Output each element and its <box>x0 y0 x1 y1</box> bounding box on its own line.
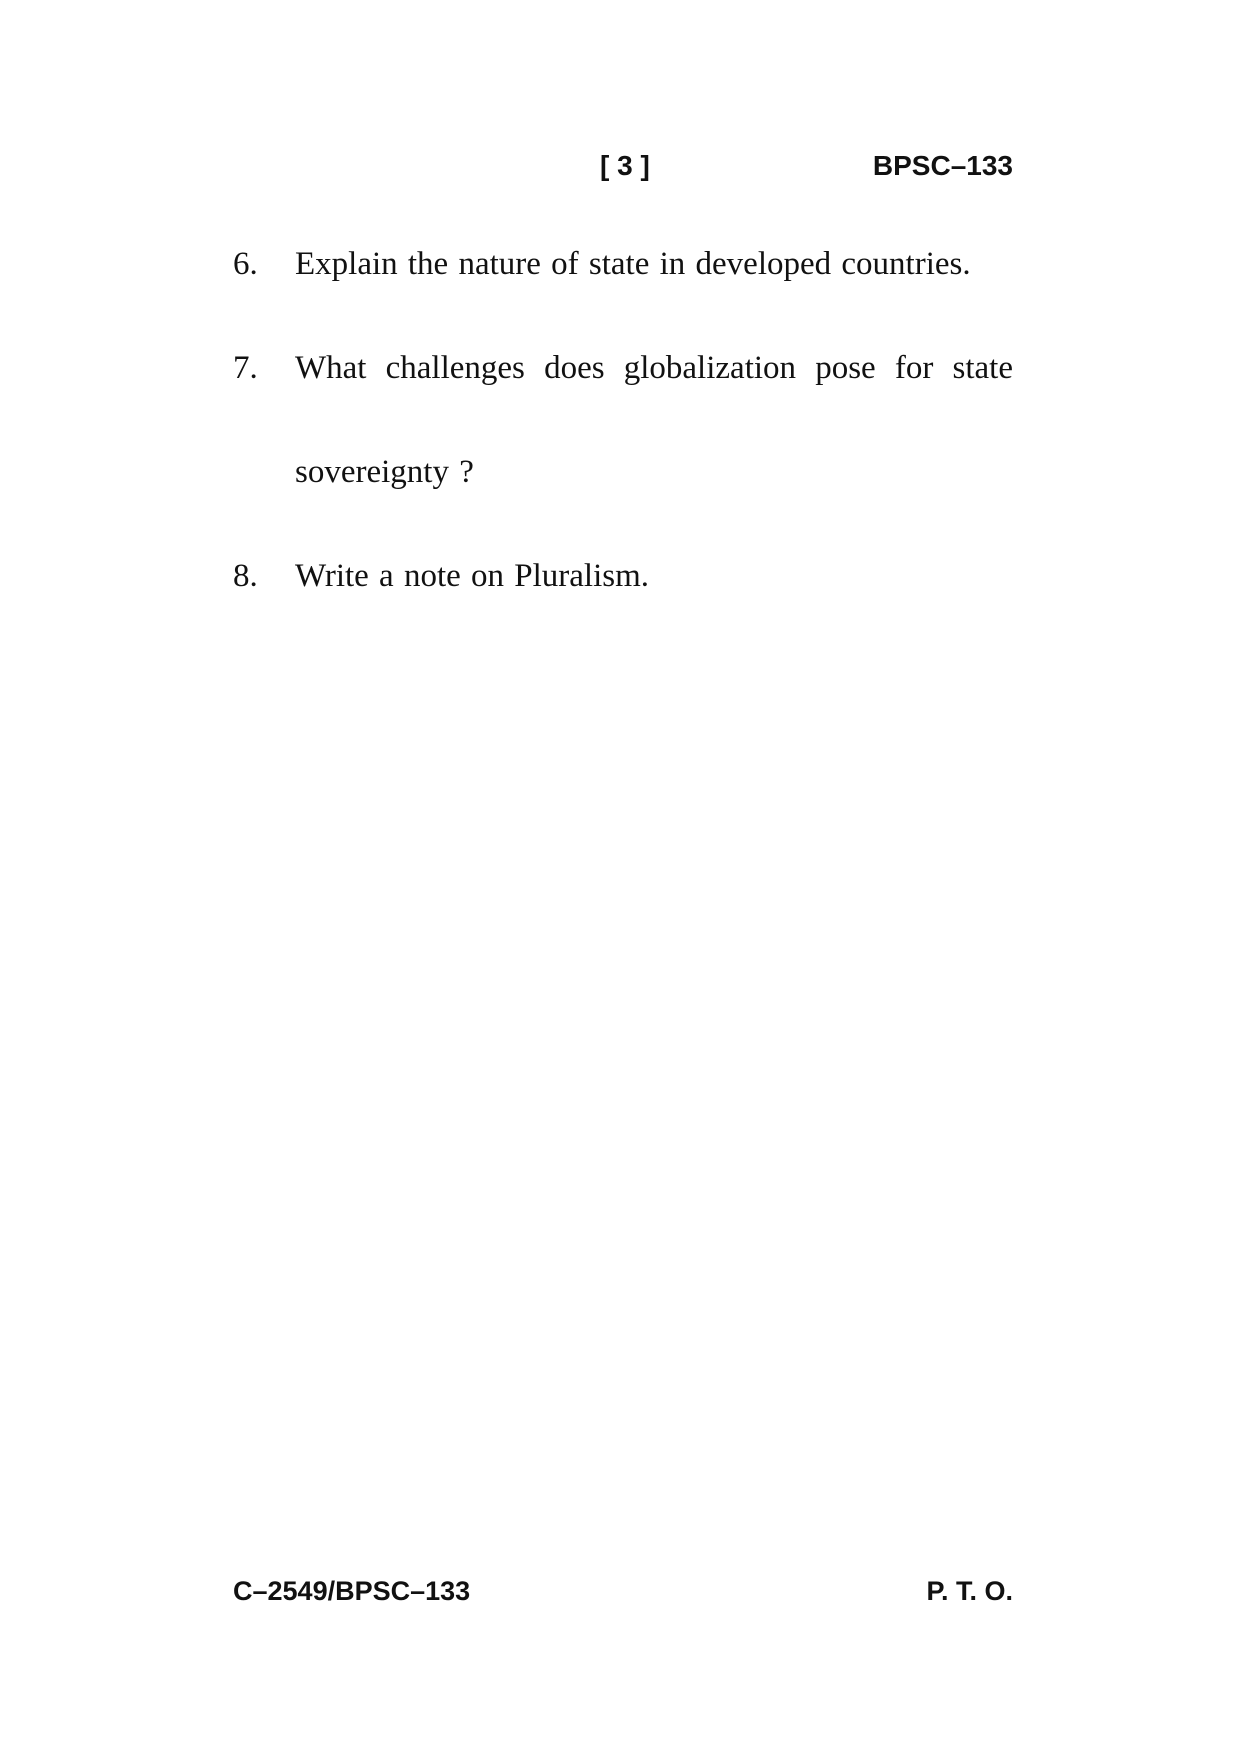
question-text: What challenges does globalization pose for state sovereignty ? <box>295 350 1013 490</box>
paper-code-header: BPSC–133 <box>872 150 1013 181</box>
question-text: Explain the nature of state in developed countries. <box>295 246 971 282</box>
question-list <box>233 212 1013 628</box>
question-6 <box>233 212 1013 316</box>
question-number: 6. <box>233 246 258 282</box>
page-number: [ 3 ] <box>600 150 650 181</box>
question-text: Write a note on Pluralism. <box>295 558 650 594</box>
please-turn-over: P. T. O. <box>926 1576 1013 1606</box>
question-7 <box>233 316 1013 524</box>
question-8 <box>233 524 1013 628</box>
question-number: 7. <box>233 350 258 386</box>
paper-code-footer: C–2549/BPSC–133 <box>233 1576 471 1606</box>
question-number: 8. <box>233 558 258 594</box>
